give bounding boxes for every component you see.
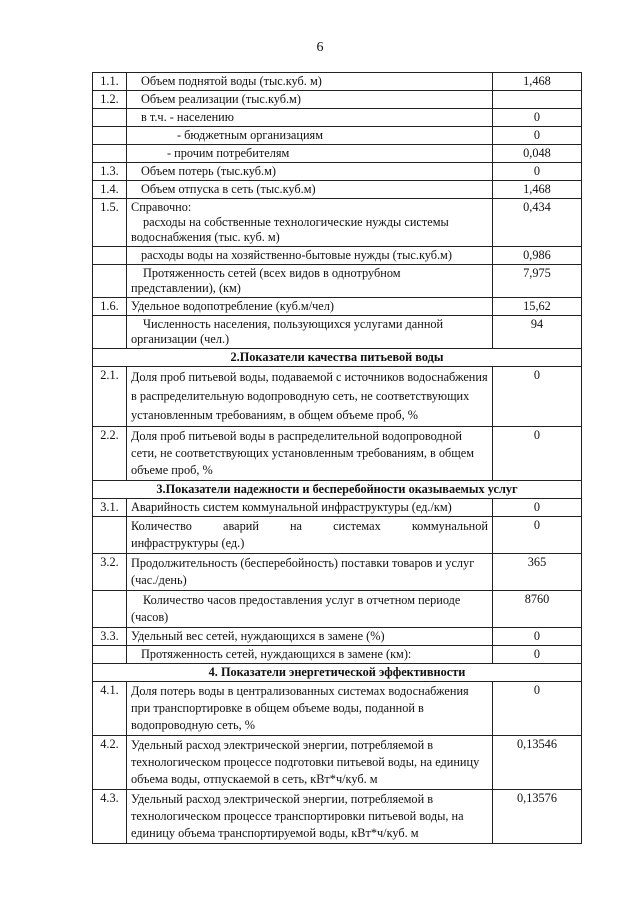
row-text: [127, 199, 493, 247]
table-row: [93, 265, 582, 298]
table-row: [93, 109, 582, 127]
row-value: 0: [493, 517, 582, 554]
row-text-line: инфраструктуры (ед.): [131, 536, 245, 550]
row-text-body: расходы на собственные технологические нужды системы водоснабжения (тыс. куб. м): [131, 215, 449, 244]
row-text: Объем потерь (тыс.куб.м): [127, 163, 493, 181]
row-text: Удельный вес сетей, нуждающихся в замене (%): [127, 628, 493, 646]
row-value: 0,13576: [493, 790, 582, 844]
row-number: 4.2.: [93, 736, 127, 790]
row-value: 0,434: [493, 199, 582, 247]
row-number: 1.5.: [93, 199, 127, 247]
row-number: 1.6.: [93, 298, 127, 316]
row-value: [493, 91, 582, 109]
table-row: [93, 163, 582, 181]
row-text: Доля проб питьевой воды, подаваемой с источников водоснабжения в распределительную водопроводную сеть, не соответствующих установленным требованиям, в общем объеме проб, %: [127, 367, 493, 427]
row-value: 0: [493, 628, 582, 646]
row-value: 7,975: [493, 265, 582, 298]
table-row: [93, 127, 582, 145]
row-value: 15,62: [493, 298, 582, 316]
section-row: [93, 481, 582, 499]
table-row: [93, 298, 582, 316]
table-row: [93, 499, 582, 517]
row-text: Объем отпуска в сеть (тыс.куб.м): [127, 181, 493, 199]
table-row: [93, 628, 582, 646]
row-value: 0,986: [493, 247, 582, 265]
row-text: Доля потерь воды в централизованных системах водоснабжения при транспортировке в общем объеме воды, поданной в водопроводную сеть, %: [127, 682, 493, 736]
row-text: Протяженность сетей, нуждающихся в замене (км):: [127, 646, 493, 664]
row-text: [127, 517, 493, 554]
row-number: 1.2.: [93, 91, 127, 109]
table-row: [93, 646, 582, 664]
row-text: Количество часов предоставления услуг в отчетном периоде (часов): [127, 591, 493, 628]
section-heading: 2.Показатели качества питьевой воды: [93, 349, 582, 367]
row-value: 1,468: [493, 73, 582, 91]
row-value: 1,468: [493, 181, 582, 199]
row-number: [93, 265, 127, 298]
row-text: Удельное водопотребление (куб.м/чел): [127, 298, 493, 316]
section-heading: 3.Показатели надежности и бесперебойности оказываемых услуг: [93, 481, 582, 499]
row-number: 3.3.: [93, 628, 127, 646]
table-row: [93, 736, 582, 790]
indicators-table: [92, 72, 582, 844]
table-row: [93, 145, 582, 163]
row-value: 0,048: [493, 145, 582, 163]
row-text: Протяженность сетей (всех видов в однотрубном представлении), (км): [127, 265, 493, 298]
row-value: 0: [493, 427, 582, 481]
table-row: [93, 790, 582, 844]
row-value: 0: [493, 163, 582, 181]
row-text: Аварийность систем коммунальной инфраструктуры (ед./км): [127, 499, 493, 517]
table-row: [93, 682, 582, 736]
table-row: [93, 181, 582, 199]
table-row: [93, 591, 582, 628]
row-number: 4.1.: [93, 682, 127, 736]
row-text: Доля проб питьевой воды в распределительной водопроводной сети, не соответствующих установленным требованиям, в общем объеме проб, %: [127, 427, 493, 481]
row-text: Удельный расход электрической энергии, потребляемой в технологическом процессе подготовки питьевой воды, на единицу объема воды, отпускаемой в сеть, кВт*ч/куб. м: [127, 736, 493, 790]
row-text: - бюджетным организациям: [127, 127, 493, 145]
row-number: [93, 517, 127, 554]
row-text: Продолжительность (бесперебойность) поставки товаров и услуг (час./день): [127, 554, 493, 591]
row-text-heading: Справочно:: [131, 200, 192, 214]
row-value: 0: [493, 682, 582, 736]
row-value: 8760: [493, 591, 582, 628]
section-row: [93, 664, 582, 682]
row-number: [93, 646, 127, 664]
table-row: [93, 427, 582, 481]
row-number: [93, 145, 127, 163]
row-number: 1.4.: [93, 181, 127, 199]
section-heading: 4. Показатели энергетической эффективности: [93, 664, 582, 682]
table-row: [93, 247, 582, 265]
section-row: [93, 349, 582, 367]
row-number: 2.1.: [93, 367, 127, 427]
row-number: 1.1.: [93, 73, 127, 91]
row-text: Численность населения, пользующихся услугами данной организации (чел.): [127, 316, 493, 349]
row-number: [93, 316, 127, 349]
row-number: 3.2.: [93, 554, 127, 591]
row-value: 0: [493, 127, 582, 145]
row-number: 3.1.: [93, 499, 127, 517]
row-text: в т.ч. - населению: [127, 109, 493, 127]
row-number: [93, 591, 127, 628]
row-number: 1.3.: [93, 163, 127, 181]
row-value: 0: [493, 367, 582, 427]
table-row: [93, 73, 582, 91]
table-row: [93, 367, 582, 427]
page-number: 6: [316, 40, 324, 55]
row-value: 0: [493, 646, 582, 664]
row-number: 2.2.: [93, 427, 127, 481]
table-row: [93, 91, 582, 109]
row-number: [93, 109, 127, 127]
row-text: - прочим потребителям: [127, 145, 493, 163]
table-row: [93, 199, 582, 247]
row-text: Удельный расход электрической энергии, потребляемой в технологическом процессе транспортировки питьевой воды, на единицу объема транспортируемой воды, кВт*ч/куб. м: [127, 790, 493, 844]
row-text: Объем поднятой воды (тыс.куб. м): [127, 73, 493, 91]
row-text: Объем реализации (тыс.куб.м): [127, 91, 493, 109]
row-number: [93, 127, 127, 145]
row-value: 0: [493, 499, 582, 517]
table-row: [93, 554, 582, 591]
row-number: 4.3.: [93, 790, 127, 844]
row-value: 365: [493, 554, 582, 591]
row-text: расходы воды на хозяйственно-бытовые нужды (тыс.куб.м): [127, 247, 493, 265]
row-value: 94: [493, 316, 582, 349]
row-value: 0: [493, 109, 582, 127]
row-value: 0,13546: [493, 736, 582, 790]
table-row: [93, 316, 582, 349]
row-text-line: Количество аварий на системах коммунальной: [131, 519, 488, 533]
table-row: [93, 517, 582, 554]
row-number: [93, 247, 127, 265]
